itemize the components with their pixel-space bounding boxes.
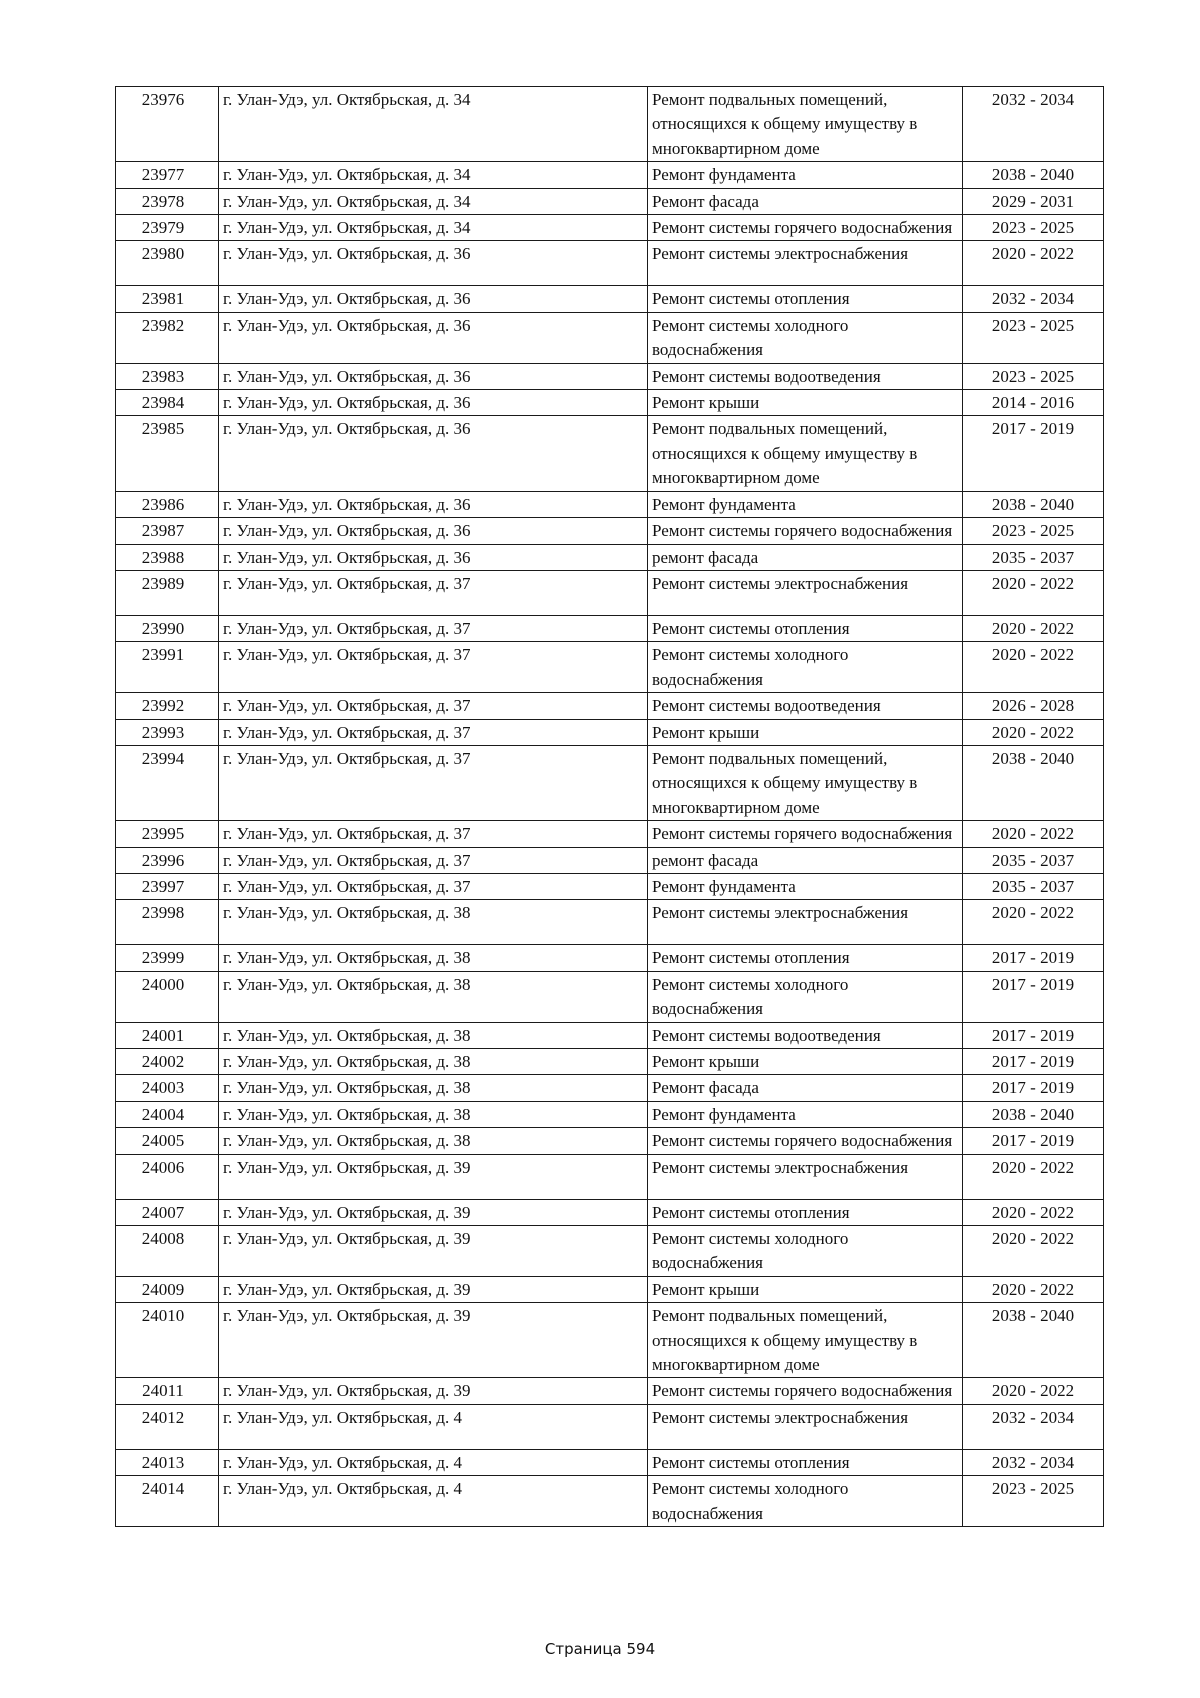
period-cell: 2032 - 2034 <box>963 1449 1104 1475</box>
period-cell: 2023 - 2025 <box>963 312 1104 363</box>
row-number-cell: 23991 <box>116 642 219 693</box>
address-cell: г. Улан-Удэ, ул. Октябрьская, д. 38 <box>219 1128 648 1154</box>
work-type-cell: Ремонт системы электроснабжения <box>648 1154 963 1199</box>
work-type-cell: Ремонт системы холодного водоснабжения <box>648 312 963 363</box>
address-cell: г. Улан-Удэ, ул. Октябрьская, д. 34 <box>219 162 648 188</box>
work-type-cell: Ремонт крыши <box>648 719 963 745</box>
period-cell: 2020 - 2022 <box>963 1154 1104 1199</box>
period-cell: 2020 - 2022 <box>963 1226 1104 1277</box>
table-row <box>116 1022 1104 1048</box>
table-row <box>116 745 1104 820</box>
row-number-cell: 23997 <box>116 873 219 899</box>
period-cell: 2038 - 2040 <box>963 1303 1104 1378</box>
row-number-cell: 24007 <box>116 1199 219 1225</box>
address-cell: г. Улан-Удэ, ул. Октябрьская, д. 4 <box>219 1404 648 1449</box>
period-cell: 2017 - 2019 <box>963 971 1104 1022</box>
address-cell: г. Улан-Удэ, ул. Октябрьская, д. 38 <box>219 1101 648 1127</box>
row-number-cell: 24009 <box>116 1276 219 1302</box>
period-cell: 2020 - 2022 <box>963 642 1104 693</box>
table-row <box>116 1128 1104 1154</box>
row-number-cell: 23985 <box>116 416 219 491</box>
period-cell: 2020 - 2022 <box>963 719 1104 745</box>
work-type-cell: Ремонт подвальных помещений, относящихся к общему имуществу в многоквартирном доме <box>648 1303 963 1378</box>
period-cell: 2020 - 2022 <box>963 615 1104 641</box>
table-row <box>116 1476 1104 1527</box>
table-row <box>116 1276 1104 1302</box>
table-row <box>116 900 1104 945</box>
row-number-cell: 23998 <box>116 900 219 945</box>
row-number-cell: 23980 <box>116 241 219 286</box>
work-type-cell: Ремонт системы горячего водоснабжения <box>648 821 963 847</box>
address-cell: г. Улан-Удэ, ул. Октябрьская, д. 39 <box>219 1378 648 1404</box>
table-row <box>116 241 1104 286</box>
table-row <box>116 491 1104 517</box>
address-cell: г. Улан-Удэ, ул. Октябрьская, д. 36 <box>219 390 648 416</box>
address-cell: г. Улан-Удэ, ул. Октябрьская, д. 37 <box>219 873 648 899</box>
address-cell: г. Улан-Удэ, ул. Октябрьская, д. 34 <box>219 87 648 162</box>
period-cell: 2023 - 2025 <box>963 518 1104 544</box>
period-cell: 2020 - 2022 <box>963 900 1104 945</box>
row-number-cell: 23987 <box>116 518 219 544</box>
table-row <box>116 945 1104 971</box>
row-number-cell: 23979 <box>116 215 219 241</box>
row-number-cell: 24013 <box>116 1449 219 1475</box>
work-type-cell: Ремонт системы водоотведения <box>648 363 963 389</box>
period-cell: 2038 - 2040 <box>963 745 1104 820</box>
row-number-cell: 23978 <box>116 188 219 214</box>
work-type-cell: Ремонт системы водоотведения <box>648 1022 963 1048</box>
row-number-cell: 24014 <box>116 1476 219 1527</box>
address-cell: г. Улан-Удэ, ул. Октябрьская, д. 37 <box>219 570 648 615</box>
work-type-cell: Ремонт системы отопления <box>648 1449 963 1475</box>
row-number-cell: 23989 <box>116 570 219 615</box>
row-number-cell: 24012 <box>116 1404 219 1449</box>
table-row <box>116 188 1104 214</box>
table-row <box>116 1449 1104 1475</box>
row-number-cell: 23999 <box>116 945 219 971</box>
table-row <box>116 1101 1104 1127</box>
table-row <box>116 693 1104 719</box>
period-cell: 2038 - 2040 <box>963 162 1104 188</box>
work-type-cell: Ремонт системы электроснабжения <box>648 241 963 286</box>
work-type-cell: Ремонт крыши <box>648 1049 963 1075</box>
address-cell: г. Улан-Удэ, ул. Октябрьская, д. 37 <box>219 719 648 745</box>
period-cell: 2023 - 2025 <box>963 363 1104 389</box>
row-number-cell: 24001 <box>116 1022 219 1048</box>
work-type-cell: Ремонт системы электроснабжения <box>648 1404 963 1449</box>
row-number-cell: 23984 <box>116 390 219 416</box>
table-row <box>116 544 1104 570</box>
work-type-cell: Ремонт фасада <box>648 1075 963 1101</box>
row-number-cell: 23988 <box>116 544 219 570</box>
row-number-cell: 23986 <box>116 491 219 517</box>
table-row <box>116 847 1104 873</box>
period-cell: 2014 - 2016 <box>963 390 1104 416</box>
address-cell: г. Улан-Удэ, ул. Октябрьская, д. 39 <box>219 1276 648 1302</box>
table-row <box>116 1154 1104 1199</box>
address-cell: г. Улан-Удэ, ул. Октябрьская, д. 34 <box>219 215 648 241</box>
table-row <box>116 570 1104 615</box>
period-cell: 2035 - 2037 <box>963 544 1104 570</box>
address-cell: г. Улан-Удэ, ул. Октябрьская, д. 4 <box>219 1476 648 1527</box>
row-number-cell: 23992 <box>116 693 219 719</box>
period-cell: 2020 - 2022 <box>963 1378 1104 1404</box>
work-type-cell: Ремонт системы холодного водоснабжения <box>648 642 963 693</box>
period-cell: 2029 - 2031 <box>963 188 1104 214</box>
period-cell: 2032 - 2034 <box>963 1404 1104 1449</box>
table-row <box>116 1303 1104 1378</box>
period-cell: 2023 - 2025 <box>963 215 1104 241</box>
address-cell: г. Улан-Удэ, ул. Октябрьская, д. 38 <box>219 1075 648 1101</box>
work-type-cell: Ремонт системы холодного водоснабжения <box>648 1226 963 1277</box>
work-type-cell: Ремонт фундамента <box>648 162 963 188</box>
address-cell: г. Улан-Удэ, ул. Октябрьская, д. 39 <box>219 1226 648 1277</box>
table-row <box>116 1199 1104 1225</box>
row-number-cell: 24003 <box>116 1075 219 1101</box>
table-row <box>116 1226 1104 1277</box>
work-type-cell: Ремонт системы электроснабжения <box>648 570 963 615</box>
row-number-cell: 24004 <box>116 1101 219 1127</box>
period-cell: 2020 - 2022 <box>963 1276 1104 1302</box>
address-cell: г. Улан-Удэ, ул. Октябрьская, д. 36 <box>219 518 648 544</box>
work-type-cell: Ремонт фундамента <box>648 491 963 517</box>
table-row <box>116 1378 1104 1404</box>
period-cell: 2035 - 2037 <box>963 873 1104 899</box>
period-cell: 2017 - 2019 <box>963 1049 1104 1075</box>
work-type-cell: Ремонт фасада <box>648 188 963 214</box>
period-cell: 2017 - 2019 <box>963 1075 1104 1101</box>
table-row <box>116 390 1104 416</box>
work-type-cell: Ремонт крыши <box>648 1276 963 1302</box>
row-number-cell: 24011 <box>116 1378 219 1404</box>
row-number-cell: 23994 <box>116 745 219 820</box>
work-type-cell: Ремонт подвальных помещений, относящихся к общему имуществу в многоквартирном доме <box>648 416 963 491</box>
work-type-cell: ремонт фасада <box>648 847 963 873</box>
table-row <box>116 87 1104 162</box>
address-cell: г. Улан-Удэ, ул. Октябрьская, д. 37 <box>219 745 648 820</box>
row-number-cell: 24005 <box>116 1128 219 1154</box>
row-number-cell: 23993 <box>116 719 219 745</box>
table-body <box>116 87 1104 1527</box>
table-row <box>116 642 1104 693</box>
period-cell: 2017 - 2019 <box>963 1128 1104 1154</box>
address-cell: г. Улан-Удэ, ул. Октябрьская, д. 36 <box>219 544 648 570</box>
table-row <box>116 1049 1104 1075</box>
row-number-cell: 24000 <box>116 971 219 1022</box>
address-cell: г. Улан-Удэ, ул. Октябрьская, д. 36 <box>219 363 648 389</box>
row-number-cell: 24002 <box>116 1049 219 1075</box>
address-cell: г. Улан-Удэ, ул. Октябрьская, д. 37 <box>219 615 648 641</box>
page-number: Страница 594 <box>544 1640 656 1658</box>
period-cell: 2038 - 2040 <box>963 1101 1104 1127</box>
work-schedule-table <box>115 86 1104 1527</box>
period-cell: 2020 - 2022 <box>963 570 1104 615</box>
address-cell: г. Улан-Удэ, ул. Октябрьская, д. 36 <box>219 286 648 312</box>
work-type-cell: Ремонт системы отопления <box>648 1199 963 1225</box>
table-row <box>116 615 1104 641</box>
period-cell: 2020 - 2022 <box>963 821 1104 847</box>
work-type-cell: Ремонт системы горячего водоснабжения <box>648 215 963 241</box>
table-row <box>116 518 1104 544</box>
address-cell: г. Улан-Удэ, ул. Октябрьская, д. 37 <box>219 642 648 693</box>
period-cell: 2032 - 2034 <box>963 286 1104 312</box>
table-row <box>116 363 1104 389</box>
address-cell: г. Улан-Удэ, ул. Октябрьская, д. 39 <box>219 1154 648 1199</box>
address-cell: г. Улан-Удэ, ул. Октябрьская, д. 4 <box>219 1449 648 1475</box>
table-row <box>116 1404 1104 1449</box>
row-number-cell: 23983 <box>116 363 219 389</box>
row-number-cell: 23990 <box>116 615 219 641</box>
table-row <box>116 416 1104 491</box>
work-type-cell: Ремонт системы отопления <box>648 286 963 312</box>
work-type-cell: Ремонт системы горячего водоснабжения <box>648 518 963 544</box>
address-cell: г. Улан-Удэ, ул. Октябрьская, д. 37 <box>219 693 648 719</box>
address-cell: г. Улан-Удэ, ул. Октябрьская, д. 36 <box>219 491 648 517</box>
work-type-cell: Ремонт подвальных помещений, относящихся к общему имуществу в многоквартирном доме <box>648 745 963 820</box>
work-type-cell: Ремонт фундамента <box>648 873 963 899</box>
period-cell: 2026 - 2028 <box>963 693 1104 719</box>
work-type-cell: Ремонт системы отопления <box>648 945 963 971</box>
work-type-cell: Ремонт крыши <box>648 390 963 416</box>
row-number-cell: 24010 <box>116 1303 219 1378</box>
address-cell: г. Улан-Удэ, ул. Октябрьская, д. 38 <box>219 900 648 945</box>
row-number-cell: 24008 <box>116 1226 219 1277</box>
address-cell: г. Улан-Удэ, ул. Октябрьская, д. 39 <box>219 1199 648 1225</box>
period-cell: 2017 - 2019 <box>963 1022 1104 1048</box>
work-type-cell: Ремонт подвальных помещений, относящихся к общему имуществу в многоквартирном доме <box>648 87 963 162</box>
row-number-cell: 23976 <box>116 87 219 162</box>
period-cell: 2020 - 2022 <box>963 1199 1104 1225</box>
address-cell: г. Улан-Удэ, ул. Октябрьская, д. 38 <box>219 945 648 971</box>
period-cell: 2017 - 2019 <box>963 945 1104 971</box>
row-number-cell: 23981 <box>116 286 219 312</box>
address-cell: г. Улан-Удэ, ул. Октябрьская, д. 38 <box>219 971 648 1022</box>
address-cell: г. Улан-Удэ, ул. Октябрьская, д. 36 <box>219 416 648 491</box>
table-row <box>116 1075 1104 1101</box>
address-cell: г. Улан-Удэ, ул. Октябрьская, д. 37 <box>219 847 648 873</box>
row-number-cell: 23982 <box>116 312 219 363</box>
work-type-cell: ремонт фасада <box>648 544 963 570</box>
row-number-cell: 23995 <box>116 821 219 847</box>
work-type-cell: Ремонт системы водоотведения <box>648 693 963 719</box>
work-type-cell: Ремонт системы отопления <box>648 615 963 641</box>
work-type-cell: Ремонт системы горячего водоснабжения <box>648 1378 963 1404</box>
period-cell: 2020 - 2022 <box>963 241 1104 286</box>
row-number-cell: 23996 <box>116 847 219 873</box>
table-row <box>116 971 1104 1022</box>
address-cell: г. Улан-Удэ, ул. Октябрьская, д. 37 <box>219 821 648 847</box>
period-cell: 2023 - 2025 <box>963 1476 1104 1527</box>
table-row <box>116 162 1104 188</box>
table-row <box>116 719 1104 745</box>
period-cell: 2038 - 2040 <box>963 491 1104 517</box>
address-cell: г. Улан-Удэ, ул. Октябрьская, д. 38 <box>219 1049 648 1075</box>
row-number-cell: 24006 <box>116 1154 219 1199</box>
work-type-cell: Ремонт системы холодного водоснабжения <box>648 1476 963 1527</box>
table-row <box>116 312 1104 363</box>
period-cell: 2017 - 2019 <box>963 416 1104 491</box>
address-cell: г. Улан-Удэ, ул. Октябрьская, д. 36 <box>219 241 648 286</box>
table-row <box>116 821 1104 847</box>
work-type-cell: Ремонт фундамента <box>648 1101 963 1127</box>
table-row <box>116 286 1104 312</box>
work-type-cell: Ремонт системы холодного водоснабжения <box>648 971 963 1022</box>
address-cell: г. Улан-Удэ, ул. Октябрьская, д. 34 <box>219 188 648 214</box>
work-type-cell: Ремонт системы электроснабжения <box>648 900 963 945</box>
address-cell: г. Улан-Удэ, ул. Октябрьская, д. 36 <box>219 312 648 363</box>
address-cell: г. Улан-Удэ, ул. Октябрьская, д. 38 <box>219 1022 648 1048</box>
table-row <box>116 215 1104 241</box>
period-cell: 2032 - 2034 <box>963 87 1104 162</box>
table-row <box>116 873 1104 899</box>
period-cell: 2035 - 2037 <box>963 847 1104 873</box>
work-type-cell: Ремонт системы горячего водоснабжения <box>648 1128 963 1154</box>
row-number-cell: 23977 <box>116 162 219 188</box>
address-cell: г. Улан-Удэ, ул. Октябрьская, д. 39 <box>219 1303 648 1378</box>
